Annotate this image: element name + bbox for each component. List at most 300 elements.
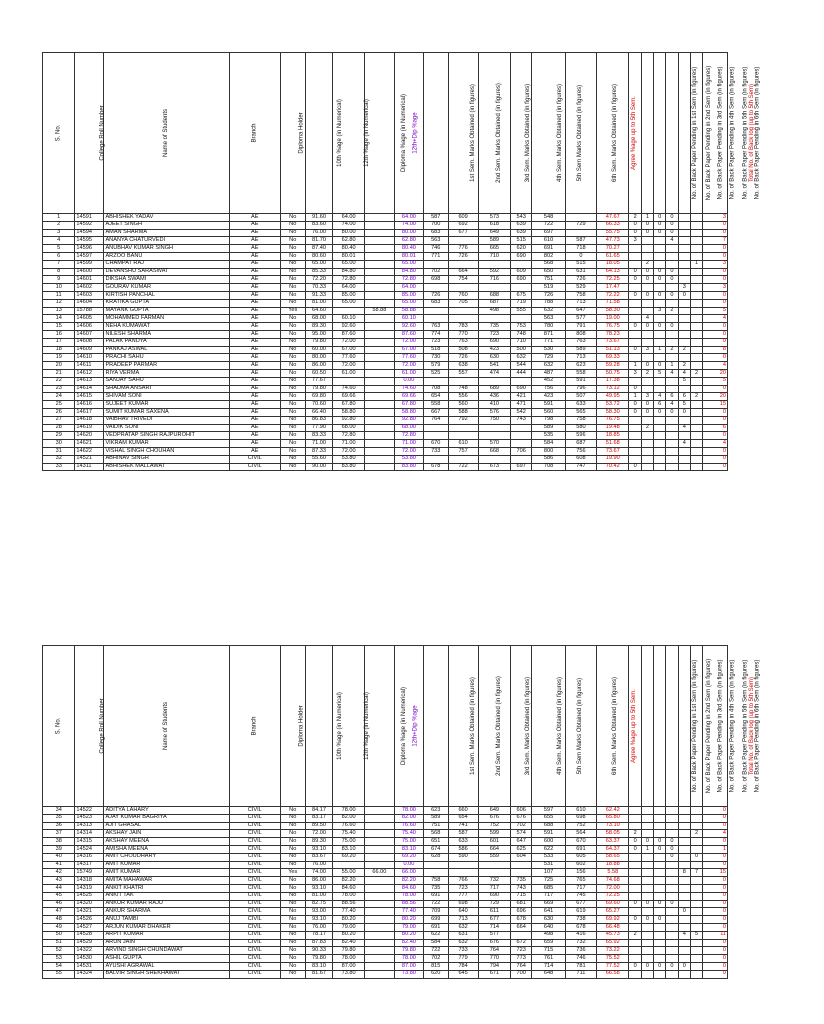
cell-roll-number: 14324 <box>75 970 104 978</box>
cell-backlog-sem6 <box>690 268 702 276</box>
cell-s-no: 9 <box>43 276 75 284</box>
cell-total-backlog: 0 <box>703 432 728 440</box>
cell-twelfth-dip-pct: 67.80 <box>394 401 423 409</box>
cell-twelfth-dip-pct: 84.80 <box>394 268 423 276</box>
cell-tenth-pct: 85.33 <box>305 268 333 276</box>
cell-backlog-sem5 <box>678 330 690 338</box>
cell-tenth-pct: 64.60 <box>305 307 333 315</box>
cell-tenth-pct: 90.00 <box>305 463 333 471</box>
cell-backlog-sem2 <box>641 432 653 440</box>
cell-twelfth-dip-pct: 60.10 <box>394 315 423 323</box>
cell-sem3-marks: 673 <box>478 463 510 471</box>
cell-sem5-marks: 622 <box>532 845 566 853</box>
header-s-no <box>43 646 75 807</box>
cell-diploma-holder: No <box>280 807 305 815</box>
cell-student-name: ANANYA CHATURVEDI <box>104 237 229 245</box>
header-diploma-holder <box>280 646 305 807</box>
table-row <box>43 908 728 916</box>
cell-student-name: SUMIT KUMAR SAXENA <box>104 408 229 416</box>
cell-twelfth-dip-pct: 72.00 <box>394 362 423 370</box>
cell-s-no: 33 <box>43 463 75 471</box>
cell-sem4-marks: 544 <box>511 362 532 370</box>
cell-agree-pct: 45.73 <box>597 931 629 939</box>
cell-total-backlog: 1 <box>703 845 728 853</box>
cell-backlog-sem5 <box>678 338 690 346</box>
cell-sem4-marks <box>511 284 532 292</box>
cell-roll-number: 14615 <box>75 393 104 401</box>
table-row <box>43 229 728 237</box>
cell-sem1-marks: 771 <box>423 252 448 260</box>
cell-backlog-sem4 <box>666 931 678 939</box>
cell-roll-number: 14611 <box>75 362 104 370</box>
cell-sem6-marks: 745 <box>565 892 596 900</box>
cell-branch: CIVIL <box>229 908 280 916</box>
cell-diploma-pct <box>364 291 394 299</box>
cell-backlog-sem4: 0 <box>666 268 678 276</box>
cell-backlog-sem3: 1 <box>654 346 666 354</box>
cell-sem3-marks: 794 <box>478 962 510 970</box>
table-row <box>43 916 728 924</box>
cell-backlog-sem1 <box>629 354 641 362</box>
cell-sem3-marks: 559 <box>478 853 510 861</box>
cell-sem6-marks: 507 <box>565 393 596 401</box>
cell-backlog-sem1 <box>629 330 641 338</box>
cell-total-backlog: 3 <box>703 260 728 268</box>
cell-diploma-holder: No <box>280 822 305 830</box>
cell-agree-pct: 58.65 <box>597 853 629 861</box>
cell-sem3-marks: 676 <box>478 814 510 822</box>
table-row <box>43 455 728 463</box>
cell-sem3-marks: 732 <box>478 877 510 885</box>
cell-s-no: 25 <box>43 401 75 409</box>
cell-sem1-marks: 691 <box>423 923 448 931</box>
cell-sem1-marks: 702 <box>423 268 448 276</box>
cell-roll-number: 15788 <box>75 307 104 315</box>
cell-sem2-marks: 754 <box>448 276 478 284</box>
cell-backlog-sem1 <box>629 923 641 931</box>
cell-total-backlog: 8 <box>703 346 728 354</box>
cell-twelfth-pct: 74.00 <box>333 221 364 229</box>
cell-backlog-sem6 <box>690 229 702 237</box>
cell-sem2-marks: 723 <box>448 884 478 892</box>
cell-twelfth-pct: 72.00 <box>333 447 364 455</box>
cell-twelfth-pct: 87.00 <box>333 962 364 970</box>
cell-sem2-marks: 766 <box>448 877 478 885</box>
cell-backlog-sem1: 0 <box>629 276 641 284</box>
cell-total-backlog: 0 <box>703 447 728 455</box>
cell-backlog-sem1: 3 <box>629 369 641 377</box>
cell-backlog-sem6 <box>690 252 702 260</box>
cell-twelfth-pct: 55.00 <box>333 869 364 877</box>
cell-diploma-pct <box>364 377 394 385</box>
cell-roll-number: 14525 <box>75 892 104 900</box>
cell-sem5-marks: 533 <box>532 853 566 861</box>
table-row <box>43 931 728 939</box>
cell-diploma-holder: No <box>280 323 305 331</box>
cell-roll-number: 14612 <box>75 369 104 377</box>
cell-twelfth-dip-pct: 80.00 <box>394 229 423 237</box>
cell-backlog-sem4: 6 <box>666 393 678 401</box>
cell-sem4-marks: 675 <box>511 291 532 299</box>
cell-sem2-marks: 722 <box>448 463 478 471</box>
cell-backlog-sem5: 0 <box>678 408 690 416</box>
cell-twelfth-dip-pct: 74.60 <box>394 385 423 393</box>
cell-sem6-marks: 808 <box>565 330 596 338</box>
cell-backlog-sem5 <box>678 822 690 830</box>
cell-roll-number: 14530 <box>75 955 104 963</box>
cell-sem3-marks: 750 <box>478 416 510 424</box>
cell-student-name: ABHISHEK MALLAWAT <box>104 463 229 471</box>
cell-sem4-marks <box>511 861 532 869</box>
cell-backlog-sem4: 0 <box>666 221 678 229</box>
cell-sem1-marks: 525 <box>423 369 448 377</box>
cell-sem5-marks: 641 <box>532 908 566 916</box>
cell-backlog-sem6 <box>690 962 702 970</box>
cell-sem6-marks: 587 <box>565 237 596 245</box>
cell-sem6-marks: 515 <box>565 260 596 268</box>
cell-roll-number: 14529 <box>75 939 104 947</box>
cell-backlog-sem6 <box>690 900 702 908</box>
cell-backlog-sem5 <box>678 245 690 253</box>
cell-backlog-sem2 <box>641 385 653 393</box>
header-label: Name of Students <box>163 701 170 750</box>
cell-agree-pct: 18.85 <box>597 432 629 440</box>
cell-backlog-sem5 <box>678 354 690 362</box>
cell-s-no: 17 <box>43 338 75 346</box>
cell-roll-number: 14317 <box>75 861 104 869</box>
table-row <box>43 424 728 432</box>
cell-backlog-sem2: 3 <box>641 346 653 354</box>
cell-twelfth-pct: 84.80 <box>333 268 364 276</box>
cell-backlog-sem3 <box>654 892 666 900</box>
cell-sem4-marks: 690 <box>511 385 532 393</box>
cell-backlog-sem1: 3 <box>629 237 641 245</box>
cell-diploma-holder: No <box>280 970 305 978</box>
cell-backlog-sem3 <box>654 354 666 362</box>
cell-backlog-sem3 <box>654 260 666 268</box>
cell-backlog-sem6 <box>690 214 702 222</box>
cell-student-name: RIYA VERMA <box>104 369 229 377</box>
header-label: Total No. of Back log (up to 5th Sem) <box>749 83 756 182</box>
cell-tenth-pct: 74.00 <box>305 869 333 877</box>
table-row <box>43 338 728 346</box>
cell-tenth-pct: 93.10 <box>305 916 333 924</box>
cell-backlog-sem3 <box>654 424 666 432</box>
cell-twelfth-dip-pct: 61.00 <box>394 369 423 377</box>
cell-sem6-marks: 687 <box>565 440 596 448</box>
cell-roll-number: 14522 <box>75 807 104 815</box>
cell-sem6-marks: 747 <box>565 463 596 471</box>
cell-backlog-sem5 <box>678 807 690 815</box>
cell-sem5-marks: 630 <box>532 916 566 924</box>
cell-branch: AE <box>229 377 280 385</box>
table-row <box>43 330 728 338</box>
cell-sem5-marks: 726 <box>532 291 566 299</box>
cell-sem4-marks: 715 <box>511 892 532 900</box>
cell-sem1-marks: 683 <box>423 299 448 307</box>
cell-student-name: PANKAJ ASWAL <box>104 346 229 354</box>
cell-twelfth-pct: 67.80 <box>333 401 364 409</box>
cell-backlog-sem6 <box>690 845 702 853</box>
cell-diploma-holder: No <box>280 447 305 455</box>
cell-sem3-marks <box>478 869 510 877</box>
cell-sem3-marks: 714 <box>478 923 510 931</box>
cell-branch: AE <box>229 362 280 370</box>
cell-sem4-marks: 604 <box>511 853 532 861</box>
cell-diploma-holder: No <box>280 892 305 900</box>
cell-diploma-holder: No <box>280 853 305 861</box>
cell-backlog-sem1: 0 <box>629 268 641 276</box>
cell-total-backlog: 0 <box>703 385 728 393</box>
cell-diploma-pct <box>364 346 394 354</box>
cell-s-no: 4 <box>43 237 75 245</box>
cell-agree-pct: 73.67 <box>597 338 629 346</box>
cell-backlog-sem5: 5 <box>678 401 690 409</box>
cell-backlog-sem5: 2 <box>678 346 690 354</box>
cell-tenth-pct: 76.00 <box>305 861 333 869</box>
cell-diploma-pct <box>364 385 394 393</box>
cell-backlog-sem4 <box>666 923 678 931</box>
cell-backlog-sem4: 0 <box>666 276 678 284</box>
cell-sem6-marks: 580 <box>565 424 596 432</box>
cell-agree-pct: 76.75 <box>597 323 629 331</box>
cell-sem6-marks: 589 <box>565 346 596 354</box>
cell-backlog-sem5 <box>678 845 690 853</box>
cell-agree-pct: 69.60 <box>597 900 629 908</box>
cell-backlog-sem1: 0 <box>629 463 641 471</box>
cell-backlog-sem5 <box>678 214 690 222</box>
cell-sem2-marks: 586 <box>448 845 478 853</box>
cell-twelfth-pct: 80.00 <box>333 229 364 237</box>
cell-diploma-holder: No <box>280 939 305 947</box>
cell-backlog-sem4 <box>666 861 678 869</box>
cell-backlog-sem4: 0 <box>666 845 678 853</box>
cell-total-backlog: 0 <box>703 229 728 237</box>
cell-total-backlog: 5 <box>703 377 728 385</box>
cell-sem2-marks <box>448 869 478 877</box>
cell-agree-pct: 5.58 <box>597 869 629 877</box>
cell-total-backlog: 0 <box>703 416 728 424</box>
table-row <box>43 315 728 323</box>
cell-diploma-holder: No <box>280 440 305 448</box>
cell-sem4-marks: 723 <box>511 947 532 955</box>
cell-tenth-pct: 89.30 <box>305 838 333 846</box>
cell-backlog-sem3: 0 <box>654 916 666 924</box>
cell-sem1-marks <box>423 315 448 323</box>
cell-total-backlog: 3 <box>703 214 728 222</box>
cell-sem5-marks: 669 <box>532 900 566 908</box>
cell-branch: CIVIL <box>229 962 280 970</box>
cell-s-no: 52 <box>43 947 75 955</box>
cell-sem1-marks: 698 <box>423 276 448 284</box>
cell-sem2-marks <box>448 284 478 292</box>
cell-diploma-holder: No <box>280 947 305 955</box>
cell-backlog-sem5 <box>678 923 690 931</box>
cell-backlog-sem2 <box>641 463 653 471</box>
cell-backlog-sem6 <box>690 245 702 253</box>
cell-diploma-pct <box>364 237 394 245</box>
cell-sem4-marks <box>511 432 532 440</box>
cell-sem4-marks: 710 <box>511 338 532 346</box>
cell-agree-pct: 55.75 <box>597 229 629 237</box>
cell-sem1-marks <box>423 307 448 315</box>
cell-tenth-pct: 81.67 <box>305 970 333 978</box>
cell-backlog-sem1: 0 <box>629 401 641 409</box>
cell-student-name: KRATIKA GUPTA <box>104 299 229 307</box>
cell-student-name: AMIT KUMAR <box>104 861 229 869</box>
cell-roll-number: 14602 <box>75 284 104 292</box>
cell-backlog-sem2: 0 <box>641 362 653 370</box>
cell-sem4-marks: 500 <box>511 346 532 354</box>
cell-sem4-marks: 743 <box>511 884 532 892</box>
cell-total-backlog: 0 <box>703 291 728 299</box>
cell-backlog-sem1 <box>629 315 641 323</box>
cell-backlog-sem3: 0 <box>654 268 666 276</box>
cell-backlog-sem6 <box>690 463 702 471</box>
cell-agree-pct: 47.73 <box>597 237 629 245</box>
cell-sem1-marks: 735 <box>423 884 448 892</box>
header-label: Diploma Holder <box>298 705 305 747</box>
cell-backlog-sem1 <box>629 947 641 955</box>
cell-total-backlog: 5 <box>703 307 728 315</box>
cell-backlog-sem2 <box>641 416 653 424</box>
cell-branch: AE <box>229 408 280 416</box>
cell-diploma-holder: No <box>280 463 305 471</box>
cell-diploma-pct: 66.00 <box>364 869 394 877</box>
cell-sem2-marks: 660 <box>448 807 478 815</box>
cell-sem6-marks <box>565 229 596 237</box>
cell-agree-pct: 69.33 <box>597 354 629 362</box>
cell-backlog-sem6 <box>690 307 702 315</box>
cell-tenth-pct: 91.33 <box>305 291 333 299</box>
cell-backlog-sem2 <box>641 861 653 869</box>
cell-twelfth-dip-pct: 75.00 <box>394 838 423 846</box>
cell-diploma-pct <box>364 424 394 432</box>
cell-backlog-sem6 <box>690 939 702 947</box>
cell-backlog-sem2: 0 <box>641 291 653 299</box>
header-label: No. of Back Paper Pending in 2nd Sem (in figures) <box>705 658 712 793</box>
table-row <box>43 214 728 222</box>
cell-backlog-sem5 <box>678 229 690 237</box>
header-label: 4th Sem. Marks Obtained (in figures) <box>557 676 564 775</box>
header-label: No. of Back Paper Pending in 1st Sem (in figures) <box>692 659 699 792</box>
cell-backlog-sem5 <box>678 970 690 978</box>
cell-backlog-sem5 <box>678 939 690 947</box>
cell-twelfth-dip-pct: 0.00 <box>394 377 423 385</box>
header-diploma-holder <box>280 53 305 214</box>
table-row <box>43 385 728 393</box>
cell-twelfth-dip-pct: 72.80 <box>394 432 423 440</box>
cell-tenth-pct: 84.17 <box>305 807 333 815</box>
cell-s-no: 46 <box>43 900 75 908</box>
header-label: No. of Back Paper Pending in 1st Sem (in figures) <box>692 66 699 199</box>
cell-branch: CIVIL <box>229 861 280 869</box>
cell-total-backlog: 3 <box>703 284 728 292</box>
cell-diploma-pct <box>364 330 394 338</box>
cell-student-name: AMIT CHOUDHARY <box>104 853 229 861</box>
cell-diploma-pct <box>364 323 394 331</box>
cell-backlog-sem5 <box>678 947 690 955</box>
cell-diploma-pct <box>364 830 394 838</box>
cell-backlog-sem3: 4 <box>654 393 666 401</box>
cell-agree-pct: 19.00 <box>597 315 629 323</box>
cell-diploma-holder: No <box>280 276 305 284</box>
cell-tenth-pct: 65.00 <box>305 260 333 268</box>
cell-twelfth-dip-pct: 73.80 <box>394 970 423 978</box>
cell-sem2-marks: 777 <box>448 892 478 900</box>
cell-tenth-pct: 90.33 <box>305 947 333 955</box>
cell-sem6-marks: 729 <box>565 221 596 229</box>
cell-sem1-marks <box>423 284 448 292</box>
cell-twelfth-dip-pct: 69.66 <box>394 393 423 401</box>
cell-backlog-sem1: 0 <box>629 323 641 331</box>
header-twelfth-dip-pct <box>394 53 423 214</box>
cell-roll-number: 14617 <box>75 408 104 416</box>
cell-sem3-marks: 436 <box>478 393 510 401</box>
cell-backlog-sem6 <box>690 416 702 424</box>
cell-backlog-sem6 <box>690 221 702 229</box>
cell-student-name: SHADMA ANSARI <box>104 385 229 393</box>
cell-sem2-marks: 609 <box>448 214 478 222</box>
cell-sem4-marks <box>511 869 532 877</box>
cell-backlog-sem6 <box>690 916 702 924</box>
cell-sem1-marks <box>423 432 448 440</box>
cell-roll-number: 14614 <box>75 385 104 393</box>
cell-backlog-sem2: 0 <box>641 276 653 284</box>
cell-backlog-sem4 <box>666 377 678 385</box>
cell-tenth-pct: 86.83 <box>305 416 333 424</box>
cell-backlog-sem4 <box>666 955 678 963</box>
cell-branch: AE <box>229 346 280 354</box>
cell-diploma-holder: No <box>280 455 305 463</box>
cell-sem6-marks: 756 <box>565 447 596 455</box>
cell-sem4-marks: 753 <box>511 323 532 331</box>
cell-sem2-marks: 556 <box>448 393 478 401</box>
cell-sem4-marks <box>511 440 532 448</box>
cell-sem6-marks: 718 <box>565 245 596 253</box>
cell-sem2-marks: 763 <box>448 338 478 346</box>
cell-backlog-sem2: 0 <box>641 962 653 970</box>
cell-twelfth-pct: 82.40 <box>333 939 364 947</box>
cell-roll-number: 14531 <box>75 962 104 970</box>
cell-backlog-sem3 <box>654 807 666 815</box>
cell-backlog-sem2: 0 <box>641 838 653 846</box>
cell-sem5-marks: 655 <box>532 814 566 822</box>
cell-sem5-marks: 685 <box>532 884 566 892</box>
cell-twelfth-pct <box>333 861 364 869</box>
cell-student-name: AYUSHI AGRAWAL <box>104 962 229 970</box>
cell-backlog-sem1 <box>629 814 641 822</box>
cell-agree-pct: 72.25 <box>597 276 629 284</box>
cell-s-no: 15 <box>43 323 75 331</box>
cell-sem2-marks: 726 <box>448 354 478 362</box>
cell-total-backlog: 0 <box>703 955 728 963</box>
cell-sem2-marks: 654 <box>448 814 478 822</box>
cell-diploma-holder: No <box>280 916 305 924</box>
cell-backlog-sem2 <box>641 440 653 448</box>
cell-sem1-marks: 654 <box>423 393 448 401</box>
cell-backlog-sem6: 2 <box>690 369 702 377</box>
cell-backlog-sem1 <box>629 939 641 947</box>
cell-sem3-marks <box>478 861 510 869</box>
cell-branch: CIVIL <box>229 838 280 846</box>
cell-backlog-sem6 <box>690 447 702 455</box>
cell-diploma-holder: No <box>280 955 305 963</box>
cell-backlog-sem4 <box>666 939 678 947</box>
cell-backlog-sem3 <box>654 315 666 323</box>
cell-roll-number: 14603 <box>75 291 104 299</box>
cell-backlog-sem3 <box>654 432 666 440</box>
